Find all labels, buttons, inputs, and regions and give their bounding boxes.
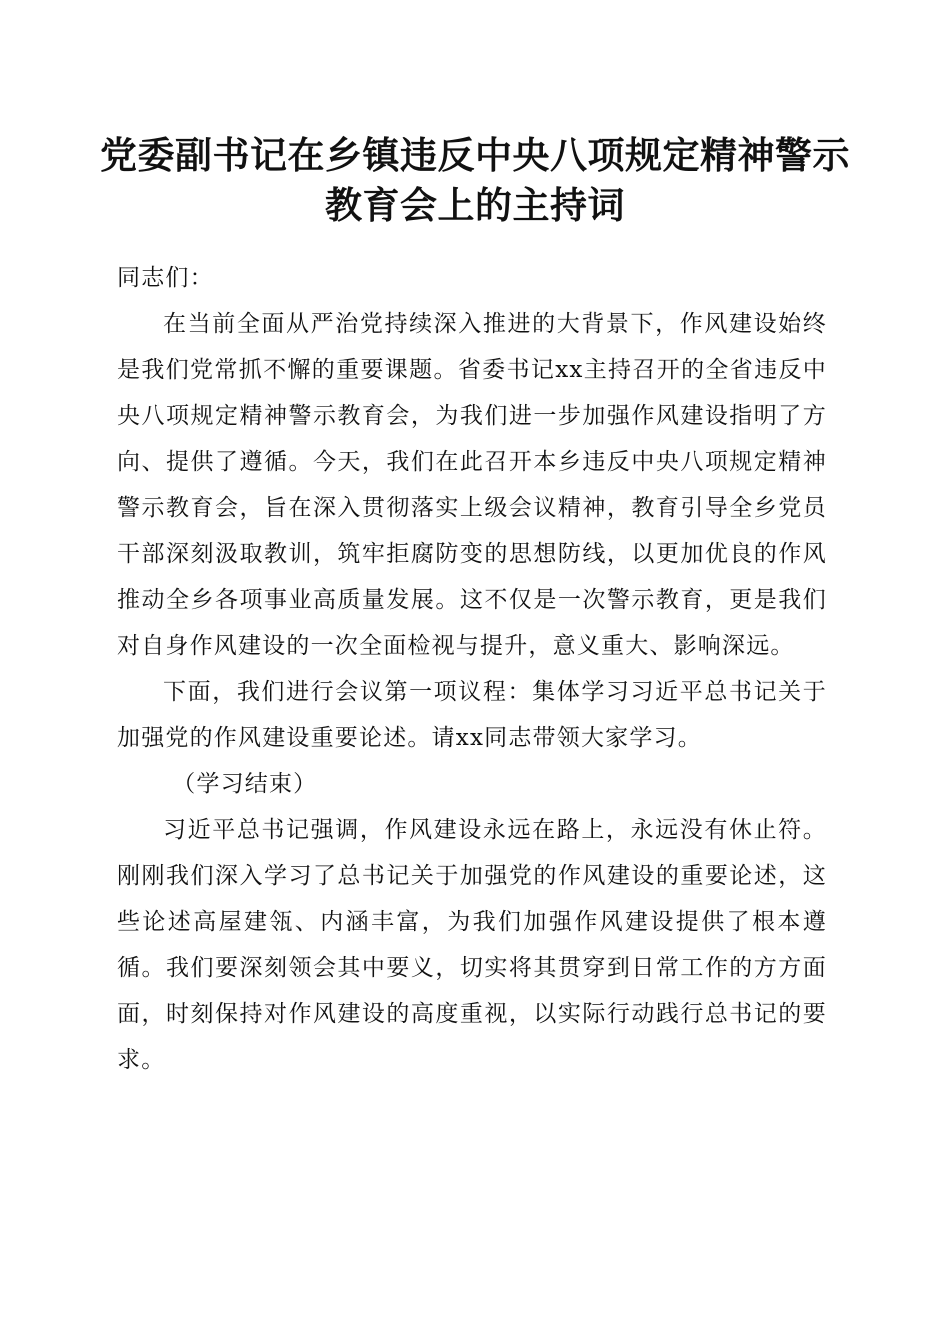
- paragraph-agenda: 下面，我们进行会议第一项议程：集体学习习近平总书记关于加强党的作风建设重要论述。请xx同志带领大家学习。: [117, 679, 827, 751]
- paragraph-summary: 习近平总书记强调，作风建设永远在路上，永远没有休止符。刚刚我们深入学习了总书记关于加强党的作风建设的重要论述，这些论述高屋建瓴、内涵丰富，为我们加强作风建设提供了根本遵循。我们要深刻领会其中要义，切实将其贯穿到日常工作的方方面面，时刻保持对作风建设的高度重视，以实际行动践行总书记的要求。: [117, 817, 827, 1073]
- paragraph-stage-note: （学习结束）: [172, 771, 318, 797]
- document-title: [100, 130, 850, 230]
- paragraph-intro: 在当前全面从严治党持续深入推进的大背景下，作风建设始终是我们党常抓不懈的重要课题。省委书记xx主持召开的全省违反中央八项规定精神警示教育会，为我们进一步加强作风建设指明了方向、提供了遵循。今天，我们在此召开本乡违反中央八项规定精神警示教育会，旨在深入贯彻落实上级会议精神，教育引导全乡党员干部深刻汲取教训，筑牢拒腐防变的思想防线，以更加优良的作风推动全乡各项事业高质量发展。这不仅是一次警示教育，更是我们对自身作风建设的一次全面检视与提升，意义重大、影响深远。: [117, 311, 827, 659]
- document-body: [117, 255, 827, 1083]
- title-line-2: 教育会上的主持词: [325, 183, 625, 227]
- title-line-1: 党委副书记在乡镇违反中央八项规定精神警示: [100, 133, 850, 177]
- salutation: 同志们：: [117, 265, 214, 291]
